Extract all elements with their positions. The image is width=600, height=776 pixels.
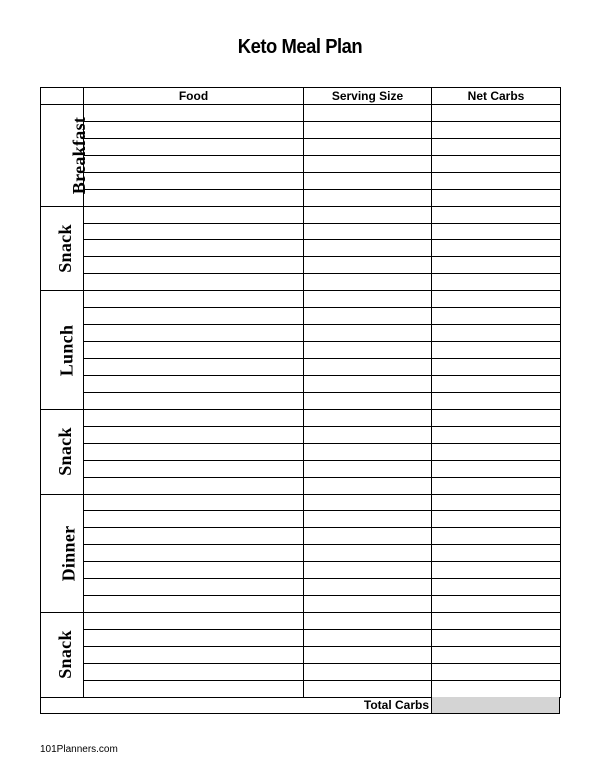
meal-row <box>41 308 561 325</box>
column-header-food: Food <box>84 88 304 105</box>
food-cell[interactable] <box>84 342 304 359</box>
serving-size-cell[interactable] <box>304 409 432 426</box>
meal-row <box>41 646 561 663</box>
net-carbs-cell[interactable] <box>432 308 561 325</box>
serving-size-cell[interactable] <box>304 121 432 138</box>
net-carbs-cell[interactable] <box>432 223 561 240</box>
food-cell[interactable] <box>84 663 304 680</box>
food-cell[interactable] <box>84 172 304 189</box>
serving-size-cell[interactable] <box>304 274 432 291</box>
food-cell[interactable] <box>84 240 304 257</box>
net-carbs-cell[interactable] <box>432 375 561 392</box>
meal-row <box>41 630 561 647</box>
food-cell[interactable] <box>84 528 304 545</box>
net-carbs-cell[interactable] <box>432 359 561 376</box>
meal-section-breakfast <box>41 104 90 206</box>
serving-size-cell[interactable] <box>304 443 432 460</box>
serving-size-cell[interactable] <box>304 308 432 325</box>
total-carbs-label: Total Carbs <box>363 698 429 712</box>
meal-row <box>41 579 561 596</box>
food-cell[interactable] <box>84 206 304 223</box>
total-carbs-field[interactable] <box>431 697 559 713</box>
meal-row <box>41 494 561 511</box>
net-carbs-cell[interactable] <box>432 392 561 409</box>
serving-size-cell[interactable] <box>304 646 432 663</box>
net-carbs-cell[interactable] <box>432 646 561 663</box>
food-cell[interactable] <box>84 308 304 325</box>
food-cell[interactable] <box>84 291 304 308</box>
corner-cell <box>41 88 84 105</box>
meal-label: Breakfast <box>69 116 90 194</box>
net-carbs-cell[interactable] <box>432 257 561 274</box>
serving-size-cell[interactable] <box>304 511 432 528</box>
food-cell[interactable] <box>84 680 304 697</box>
food-cell[interactable] <box>84 359 304 376</box>
meal-label: Snack <box>54 427 75 476</box>
total-row <box>40 697 560 714</box>
meal-row <box>41 342 561 359</box>
serving-size-cell[interactable] <box>304 596 432 613</box>
net-carbs-cell[interactable] <box>432 138 561 155</box>
serving-size-cell[interactable] <box>304 325 432 342</box>
net-carbs-cell[interactable] <box>432 291 561 308</box>
meal-row <box>41 155 561 172</box>
net-carbs-cell[interactable] <box>432 325 561 342</box>
serving-size-cell[interactable] <box>304 138 432 155</box>
meal-row <box>41 596 561 613</box>
meal-row <box>41 680 561 697</box>
meal-row <box>41 409 561 426</box>
net-carbs-cell[interactable] <box>432 274 561 291</box>
meal-row <box>41 460 561 477</box>
net-carbs-cell[interactable] <box>432 240 561 257</box>
net-carbs-cell[interactable] <box>432 663 561 680</box>
serving-size-cell[interactable] <box>304 579 432 596</box>
meal-row <box>41 206 561 223</box>
serving-size-cell[interactable] <box>304 613 432 630</box>
net-carbs-cell[interactable] <box>432 206 561 223</box>
serving-size-cell[interactable] <box>304 562 432 579</box>
food-cell[interactable] <box>84 426 304 443</box>
serving-size-cell[interactable] <box>304 359 432 376</box>
meal-row <box>41 257 561 274</box>
food-cell[interactable] <box>84 596 304 613</box>
serving-size-cell[interactable] <box>304 257 432 274</box>
food-cell[interactable] <box>84 545 304 562</box>
serving-size-cell[interactable] <box>304 680 432 697</box>
food-cell[interactable] <box>84 392 304 409</box>
serving-size-cell[interactable] <box>304 663 432 680</box>
serving-size-cell[interactable] <box>304 342 432 359</box>
food-cell[interactable] <box>84 630 304 647</box>
serving-size-cell[interactable] <box>304 426 432 443</box>
serving-size-cell[interactable] <box>304 630 432 647</box>
serving-size-cell[interactable] <box>304 172 432 189</box>
net-carbs-cell[interactable] <box>432 562 561 579</box>
food-cell[interactable] <box>84 223 304 240</box>
meal-row <box>41 545 561 562</box>
net-carbs-cell[interactable] <box>432 409 561 426</box>
meal-plan-table <box>40 87 560 714</box>
net-carbs-cell[interactable] <box>432 172 561 189</box>
meal-section-snack <box>41 613 84 698</box>
food-cell[interactable] <box>84 613 304 630</box>
food-cell[interactable] <box>84 511 304 528</box>
meal-row <box>41 528 561 545</box>
net-carbs-cell[interactable] <box>432 477 561 494</box>
net-carbs-cell[interactable] <box>432 545 561 562</box>
meal-label: Lunch <box>56 324 77 376</box>
footer-credit: 101Planners.com <box>40 744 118 755</box>
food-cell[interactable] <box>84 325 304 342</box>
meal-row <box>41 274 561 291</box>
net-carbs-cell[interactable] <box>432 121 561 138</box>
meal-label: Snack <box>54 224 75 273</box>
meal-section-lunch <box>41 291 84 410</box>
meal-row <box>41 375 561 392</box>
serving-size-cell[interactable] <box>304 460 432 477</box>
net-carbs-cell[interactable] <box>432 680 561 697</box>
food-cell[interactable] <box>84 460 304 477</box>
meal-row <box>41 663 561 680</box>
net-carbs-cell[interactable] <box>432 613 561 630</box>
meal-row <box>41 121 561 138</box>
net-carbs-cell[interactable] <box>432 460 561 477</box>
meal-row <box>41 104 561 121</box>
serving-size-cell[interactable] <box>304 494 432 511</box>
meal-label: Dinner <box>58 525 79 582</box>
meal-section-snack <box>41 206 84 291</box>
column-header-serving-size: Serving Size <box>304 88 432 105</box>
food-cell[interactable] <box>84 646 304 663</box>
food-cell[interactable] <box>84 375 304 392</box>
meal-row <box>41 613 561 630</box>
meal-row <box>41 172 561 189</box>
meal-section-dinner <box>41 494 84 613</box>
net-carbs-cell[interactable] <box>432 596 561 613</box>
meal-grid <box>40 87 561 698</box>
serving-size-cell[interactable] <box>304 155 432 172</box>
serving-size-cell[interactable] <box>304 545 432 562</box>
meal-row <box>41 359 561 376</box>
header-row <box>41 88 561 105</box>
serving-size-cell[interactable] <box>304 392 432 409</box>
meal-row <box>41 477 561 494</box>
meal-row <box>41 562 561 579</box>
serving-size-cell[interactable] <box>304 104 432 121</box>
meal-row <box>41 240 561 257</box>
serving-size-cell[interactable] <box>304 206 432 223</box>
food-cell[interactable] <box>84 189 304 206</box>
food-cell[interactable] <box>84 257 304 274</box>
food-cell[interactable] <box>84 562 304 579</box>
serving-size-cell[interactable] <box>304 528 432 545</box>
food-cell[interactable] <box>84 443 304 460</box>
net-carbs-cell[interactable] <box>432 155 561 172</box>
food-cell[interactable] <box>84 274 304 291</box>
meal-label: Snack <box>54 630 75 680</box>
net-carbs-cell[interactable] <box>432 630 561 647</box>
net-carbs-cell[interactable] <box>432 426 561 443</box>
meal-rows <box>41 104 561 697</box>
serving-size-cell[interactable] <box>304 240 432 257</box>
food-cell[interactable] <box>84 155 304 172</box>
serving-size-cell[interactable] <box>304 375 432 392</box>
meal-row <box>41 223 561 240</box>
food-cell[interactable] <box>84 477 304 494</box>
meal-row <box>41 443 561 460</box>
meal-row <box>41 426 561 443</box>
meal-row <box>41 511 561 528</box>
serving-size-cell[interactable] <box>304 291 432 308</box>
food-cell[interactable] <box>84 104 304 121</box>
food-cell[interactable] <box>84 121 304 138</box>
meal-section-snack <box>41 409 84 494</box>
net-carbs-cell[interactable] <box>432 511 561 528</box>
net-carbs-cell[interactable] <box>432 189 561 206</box>
net-carbs-cell[interactable] <box>432 104 561 121</box>
net-carbs-cell[interactable] <box>432 342 561 359</box>
net-carbs-cell[interactable] <box>432 528 561 545</box>
food-cell[interactable] <box>84 138 304 155</box>
net-carbs-cell[interactable] <box>432 579 561 596</box>
food-cell[interactable] <box>84 579 304 596</box>
meal-row <box>41 325 561 342</box>
meal-row <box>41 392 561 409</box>
serving-size-cell[interactable] <box>304 189 432 206</box>
column-header-net-carbs: Net Carbs <box>432 88 561 105</box>
food-cell[interactable] <box>84 494 304 511</box>
meal-row <box>41 138 561 155</box>
net-carbs-cell[interactable] <box>432 443 561 460</box>
serving-size-cell[interactable] <box>304 223 432 240</box>
net-carbs-cell[interactable] <box>432 494 561 511</box>
page-title: Keto Meal Plan <box>237 36 363 58</box>
food-cell[interactable] <box>84 409 304 426</box>
meal-row <box>41 291 561 308</box>
meal-row <box>41 189 561 206</box>
serving-size-cell[interactable] <box>304 477 432 494</box>
